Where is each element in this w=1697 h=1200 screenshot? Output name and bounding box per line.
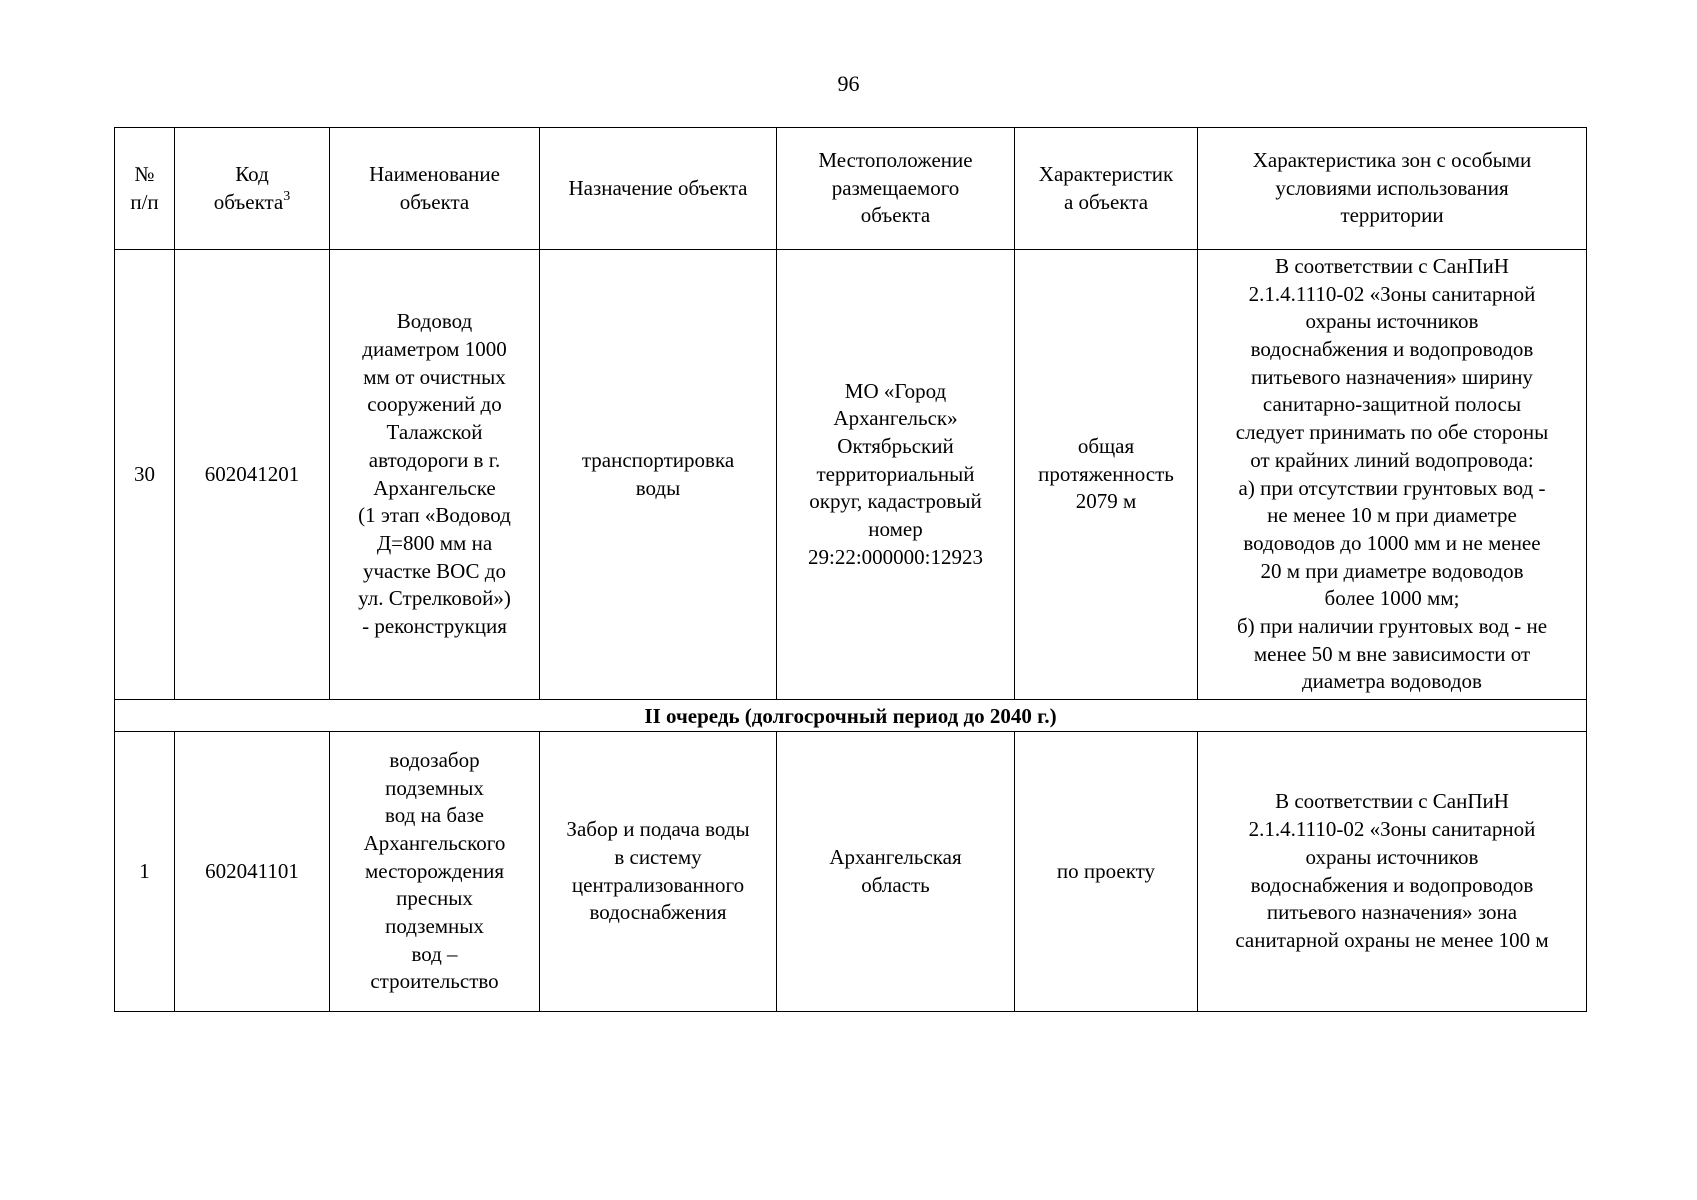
header-num: № п/п	[115, 128, 175, 250]
header-characteristic: Характеристик а объекта	[1015, 128, 1198, 250]
cell-purpose: Забор и подача воды в систему централизованного водоснабжения	[540, 732, 777, 1012]
cell-name: водозабор подземных вод на базе Архангельского месторождения пресных подземных вод – строительство	[330, 732, 540, 1012]
section-row	[115, 700, 1587, 732]
table-row	[115, 732, 1587, 1012]
section-title: II очередь (долгосрочный период до 2040 г.)	[115, 700, 1587, 732]
header-purpose: Назначение объекта	[540, 128, 777, 250]
cell-num: 30	[115, 250, 175, 700]
table-header-row	[115, 128, 1587, 250]
header-code	[175, 128, 330, 250]
cell-code: 602041201	[175, 250, 330, 700]
cell-zones: В соответствии с СанПиН 2.1.4.1110-02 «Зоны санитарной охраны источников водоснабжения и водопроводов питьевого назначения» ширину санитарно-защитной полосы следует принимать по обе стороны от крайних линий водопровода: а) при отсутствии грунтовых вод - не менее 10 м при диаметре водоводов до 1000 мм и не менее 20 м при диаметре водоводов более 1000 мм; б) при наличии грунтовых вод - не менее 50 м вне зависимости от диаметра водоводов	[1198, 250, 1587, 700]
cell-characteristic: по проекту	[1015, 732, 1198, 1012]
header-zones: Характеристика зон с особыми условиями использования территории	[1198, 128, 1587, 250]
objects-table	[114, 127, 1587, 1012]
cell-purpose: транспортировка воды	[540, 250, 777, 700]
cell-num: 1	[115, 732, 175, 1012]
cell-characteristic: общая протяженность 2079 м	[1015, 250, 1198, 700]
cell-zones: В соответствии с СанПиН 2.1.4.1110-02 «Зоны санитарной охраны источников водоснабжения и водопроводов питьевого назначения» зона санитарной охраны не менее 100 м	[1198, 732, 1587, 1012]
cell-location: МО «Город Архангельск» Октябрьский территориальный округ, кадастровый номер 29:22:000000:12923	[777, 250, 1015, 700]
cell-location: Архангельская область	[777, 732, 1015, 1012]
header-name: Наименование объекта	[330, 128, 540, 250]
header-code-label: Код объекта	[213, 161, 284, 214]
cell-name: Водовод диаметром 1000 мм от очистных сооружений до Талажской автодороги в г. Архангельске (1 этап «Водовод Д=800 мм на участке ВОС до ул. Стрелковой») - реконструкция	[330, 250, 540, 700]
page-number: 96	[837, 71, 860, 96]
header-location: Местоположение размещаемого объекта	[777, 128, 1015, 250]
header-code-footnote: 3	[283, 188, 291, 204]
table-row	[115, 250, 1587, 700]
cell-code: 602041101	[175, 732, 330, 1012]
